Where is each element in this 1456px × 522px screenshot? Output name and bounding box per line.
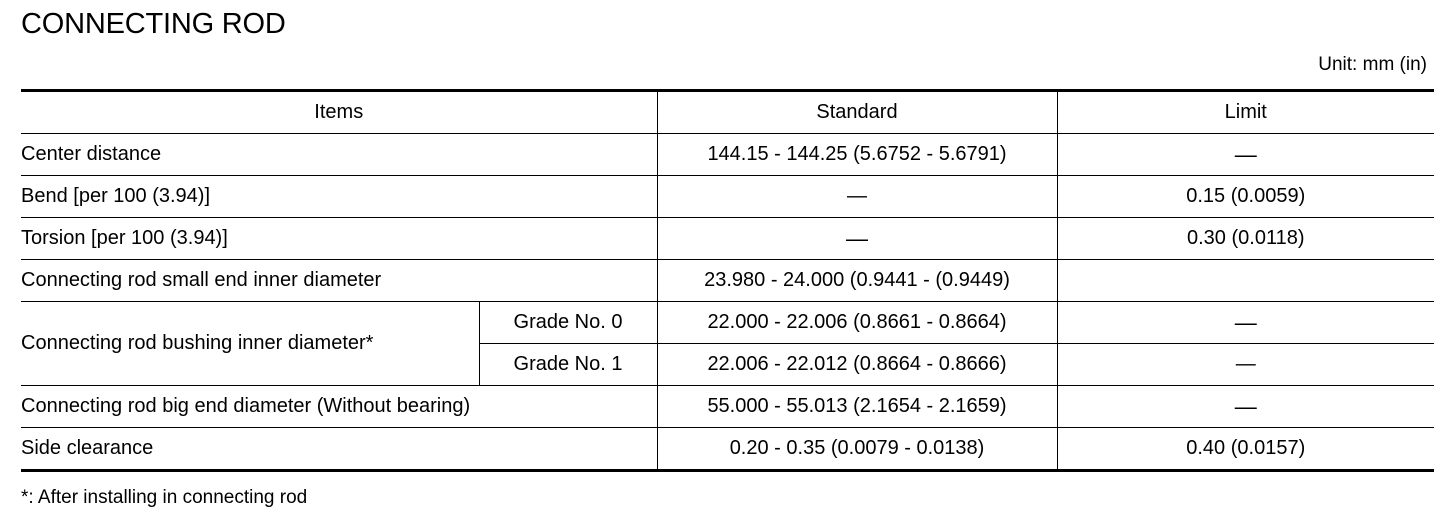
standard-cell: 144.15 - 144.25 (5.6752 - 5.6791) bbox=[657, 134, 1057, 176]
table-row bbox=[21, 386, 1434, 428]
header-limit: Limit bbox=[1057, 91, 1434, 134]
limit-cell bbox=[1057, 260, 1434, 302]
item-cell: Side clearance bbox=[21, 428, 657, 471]
table-row bbox=[21, 176, 1434, 218]
grade-cell: Grade No. 1 bbox=[479, 344, 657, 386]
standard-cell: 22.006 - 22.012 (0.8664 - 0.8666) bbox=[657, 344, 1057, 386]
standard-cell: — bbox=[657, 176, 1057, 218]
item-cell: Torsion [per 100 (3.94)] bbox=[21, 218, 657, 260]
limit-cell: 0.30 (0.0118) bbox=[1057, 218, 1434, 260]
standard-cell: 23.980 - 24.000 (0.9441 - (0.9449) bbox=[657, 260, 1057, 302]
table-row bbox=[21, 134, 1434, 176]
limit-cell: — bbox=[1057, 134, 1434, 176]
standard-cell: 22.000 - 22.006 (0.8661 - 0.8664) bbox=[657, 302, 1057, 344]
header-standard: Standard bbox=[657, 91, 1057, 134]
standard-cell: 0.20 - 0.35 (0.0079 - 0.0138) bbox=[657, 428, 1057, 471]
item-cell: Center distance bbox=[21, 134, 657, 176]
unit-label: Unit: mm (in) bbox=[1318, 54, 1427, 75]
limit-cell: — bbox=[1057, 344, 1434, 386]
item-cell: Connecting rod big end diameter (Without bearing) bbox=[21, 386, 657, 428]
footnote: *: After installing in connecting rod bbox=[21, 487, 308, 508]
limit-cell: — bbox=[1057, 302, 1434, 344]
item-cell: Connecting rod small end inner diameter bbox=[21, 260, 657, 302]
header-items: Items bbox=[21, 91, 657, 134]
table-header-row bbox=[21, 91, 1434, 134]
grade-cell: Grade No. 0 bbox=[479, 302, 657, 344]
limit-cell: 0.40 (0.0157) bbox=[1057, 428, 1434, 471]
limit-cell: — bbox=[1057, 386, 1434, 428]
table-row bbox=[21, 218, 1434, 260]
page-title: CONNECTING ROD bbox=[21, 8, 286, 40]
table-row bbox=[21, 428, 1434, 471]
standard-cell: 55.000 - 55.013 (2.1654 - 2.1659) bbox=[657, 386, 1057, 428]
item-cell: Connecting rod bushing inner diameter* bbox=[21, 302, 479, 386]
table-row bbox=[21, 260, 1434, 302]
table-row bbox=[21, 302, 1434, 344]
item-cell: Bend [per 100 (3.94)] bbox=[21, 176, 657, 218]
spec-table bbox=[21, 89, 1434, 472]
standard-cell: — bbox=[657, 218, 1057, 260]
limit-cell: 0.15 (0.0059) bbox=[1057, 176, 1434, 218]
